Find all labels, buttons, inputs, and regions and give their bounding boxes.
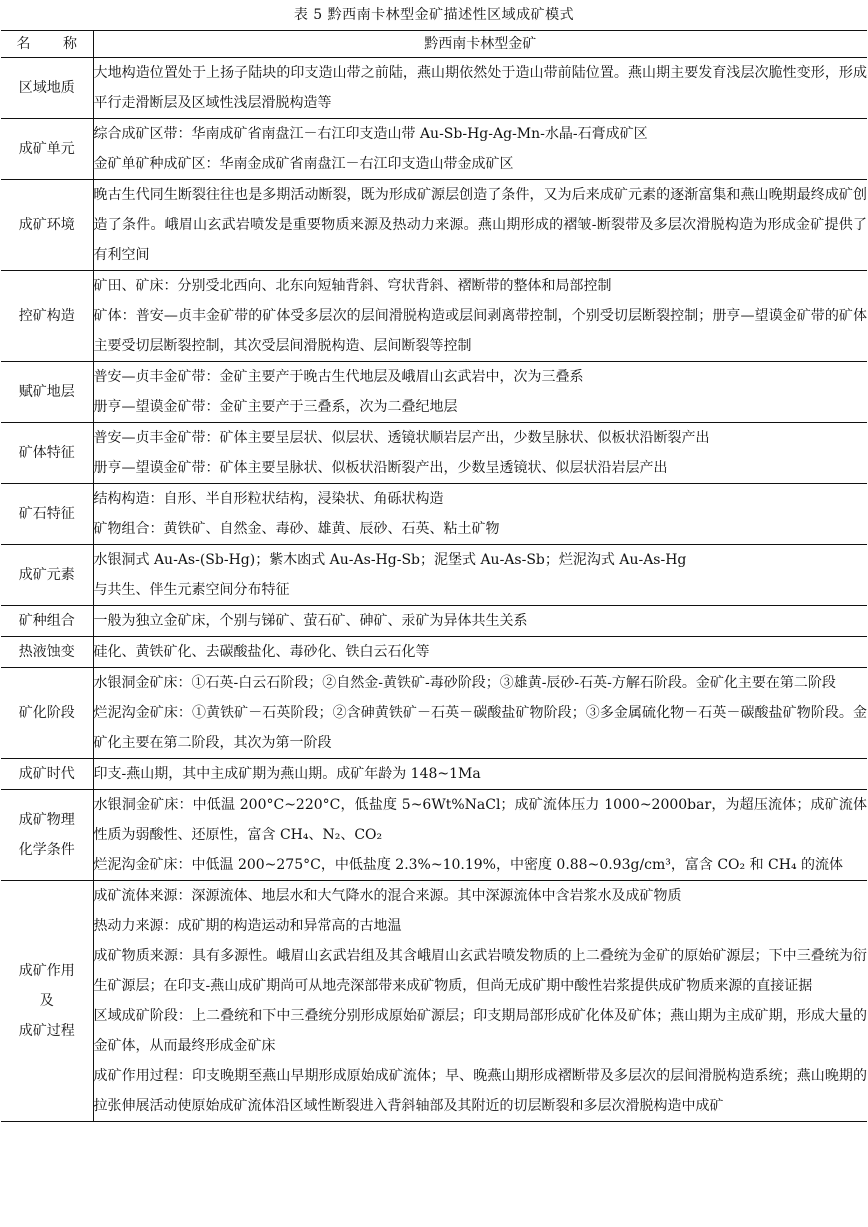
- description-line: 矿田、矿床：分别受北西向、北东向短轴背斜、穹状背斜、褶断带的整体和局部控制: [93, 278, 612, 294]
- table-row: [1, 484, 867, 545]
- row-description: [93, 637, 867, 668]
- table-row: [1, 271, 867, 362]
- row-label: 矿种组合: [1, 606, 93, 637]
- row-description: [93, 119, 867, 180]
- row-description: [93, 606, 867, 637]
- row-label: 控矿构造: [1, 271, 93, 362]
- table-row: [1, 881, 867, 1122]
- table-body: [1, 58, 867, 1122]
- row-description: [93, 58, 867, 119]
- row-label: 成矿元素: [1, 545, 93, 606]
- description-line: 印支-燕山期，其中主成矿期为燕山期。成矿年龄为 148~1Ma: [93, 766, 481, 782]
- table-row: [1, 58, 867, 119]
- description-line: 与共生、伴生元素空间分布特征: [93, 582, 290, 598]
- description-line: 综合成矿区带：华南成矿省南盘江－右江印支造山带 Au-Sb-Hg-Ag-Mn-水晶-石膏成矿区: [93, 126, 648, 142]
- row-label: 区域地质: [1, 58, 93, 119]
- description-line: 矿体：普安—贞丰金矿带的矿体受多层次的层间滑脱构造或层间剥离带控制，个别受切层断裂控制；册亨—望谟金矿带的矿体主要受切层断裂控制，其次受层间滑脱构造、层间断裂等控制: [93, 308, 867, 354]
- table-row: [1, 119, 867, 180]
- description-line: 水银洞金矿床：中低温 200°C~220°C，低盐度 5~6Wt%NaCl；成矿流体压力 1000~2000bar，为超压流体；成矿流体性质为弱酸性、还原性，富含 CH₄、N₂、CO₂: [93, 797, 867, 843]
- description-line: 热动力来源：成矿期的构造运动和异常高的古地温: [93, 918, 402, 934]
- table-row: [1, 606, 867, 637]
- header-name: 名 称: [1, 31, 93, 58]
- row-description: [93, 362, 867, 423]
- description-line: 册亨—望谟金矿带：矿体主要呈脉状、似板状沿断裂产出，少数呈透镜状、似层状沿岩层产出: [93, 460, 668, 476]
- row-label: 矿石特征: [1, 484, 93, 545]
- description-line: 成矿作用过程：印支晚期至燕山早期形成原始成矿流体；早、晚燕山期形成褶断带及多层次的层间滑脱构造系统；燕山晚期的拉张伸展活动使原始成矿流体沿区域性断裂进入背斜轴部及其附近的切层断裂和多层次滑脱构造中成矿: [93, 1068, 867, 1114]
- description-line: 一般为独立金矿床，个别与锑矿、萤石矿、砷矿、汞矿为异体共生关系: [93, 613, 528, 629]
- row-label: 成矿单元: [1, 119, 93, 180]
- row-label: 矿体特征: [1, 423, 93, 484]
- table-row: [1, 790, 867, 881]
- description-line: 区域成矿阶段：上二叠统和下中三叠统分别形成原始矿源层；印支期局部形成矿化体及矿体；燕山期为主成矿期，形成大量的金矿体，从而最终形成金矿床: [93, 1008, 867, 1054]
- header-model: 黔西南卡林型金矿: [424, 36, 537, 52]
- row-description: [93, 668, 867, 759]
- row-description: [93, 423, 867, 484]
- description-line: 普安—贞丰金矿带：矿体主要呈层状、似层状、透镜状顺岩层产出，少数呈脉状、似板状沿断裂产出: [93, 430, 710, 446]
- table-row: [1, 545, 867, 606]
- row-label: 成矿环境: [1, 180, 93, 271]
- description-line: 成矿物质来源：具有多源性。峨眉山玄武岩组及其含峨眉山玄武岩喷发物质的上二叠统为金矿的原始矿源层；下中三叠统为衍生矿源层；在印支-燕山成矿期尚可从地壳深部带来成矿物质，但尚无成矿期中酸性岩浆提供成矿物质来源的直接证据: [93, 948, 867, 994]
- description-line: 结构构造：自形、半自形粒状结构，浸染状、角砾状构造: [93, 491, 444, 507]
- row-label: 热液蚀变: [1, 637, 93, 668]
- description-line: 硅化、黄铁矿化、去碳酸盐化、毒砂化、铁白云石化等: [93, 644, 430, 660]
- row-label: 成矿时代: [1, 759, 93, 790]
- row-label: 矿化阶段: [1, 668, 93, 759]
- row-label: 成矿物理 化学条件: [1, 790, 93, 881]
- description-line: 金矿单矿种成矿区：华南金成矿省南盘江－右江印支造山带金成矿区: [93, 156, 514, 172]
- description-line: 册亨—望谟金矿带：金矿主要产于三叠系，次为二叠纪地层: [93, 399, 458, 415]
- table-title: 表 5 黔西南卡林型金矿描述性区域成矿模式: [293, 7, 575, 23]
- description-line: 烂泥沟金矿床：中低温 200~275°C，中低盐度 2.3%~10.19%，中密度 0.88~0.93g/cm³，富含 CO₂ 和 CH₄ 的流体: [93, 857, 844, 873]
- description-line: 晚古生代同生断裂往往也是多期活动断裂，既为形成矿源层创造了条件，又为后来成矿元素的逐渐富集和燕山晚期最终成矿创造了条件。峨眉山玄武岩喷发是重要物质来源及热动力来源。燕山期形成的褶皱-断裂带及多层次滑脱构造为形成金矿提供了有利空间: [93, 187, 867, 263]
- row-description: [93, 271, 867, 362]
- description-line: 矿物组合：黄铁矿、自然金、毒砂、雄黄、辰砂、石英、粘土矿物: [93, 521, 500, 537]
- table-row: [1, 180, 867, 271]
- row-label: 成矿作用 及 成矿过程: [1, 881, 93, 1122]
- description-line: 成矿流体来源：深源流体、地层水和大气降水的混合来源。其中深源流体中含岩浆水及成矿物质: [93, 888, 682, 904]
- description-line: 水银洞金矿床：①石英-白云石阶段；②自然金-黄铁矿-毒砂阶段；③雄黄-辰砂-石英-方解石阶段。金矿化主要在第二阶段: [93, 675, 836, 691]
- table-row: [1, 423, 867, 484]
- row-label: 赋矿地层: [1, 362, 93, 423]
- table-row: [1, 759, 867, 790]
- table-header-row: [1, 31, 867, 58]
- row-description: [93, 545, 867, 606]
- table-row: [1, 668, 867, 759]
- description-line: 烂泥沟金矿床：①黄铁矿－石英阶段；②含砷黄铁矿－石英－碳酸盐矿物阶段；③多金属硫化物－石英－碳酸盐矿物阶段。金矿化主要在第二阶段，其次为第一阶段: [93, 705, 867, 751]
- row-description: [93, 484, 867, 545]
- description-line: 水银洞式 Au-As-(Sb-Hg)；紫木凼式 Au-As-Hg-Sb；泥堡式 Au-As-Sb；烂泥沟式 Au-As-Hg: [93, 552, 687, 568]
- mineralization-model-table: [1, 30, 867, 1122]
- description-line: 普安—贞丰金矿带：金矿主要产于晚古生代地层及峨眉山玄武岩中，次为三叠系: [93, 369, 584, 385]
- row-description: [93, 790, 867, 881]
- row-description: [93, 881, 867, 1122]
- row-description: [93, 759, 867, 790]
- description-line: 大地构造位置处于上扬子陆块的印支造山带之前陆，燕山期依然处于造山带前陆位置。燕山期主要发育浅层次脆性变形，形成平行走滑断层及区域性浅层滑脱构造等: [93, 65, 867, 111]
- table-row: [1, 637, 867, 668]
- table-row: [1, 362, 867, 423]
- row-description: [93, 180, 867, 271]
